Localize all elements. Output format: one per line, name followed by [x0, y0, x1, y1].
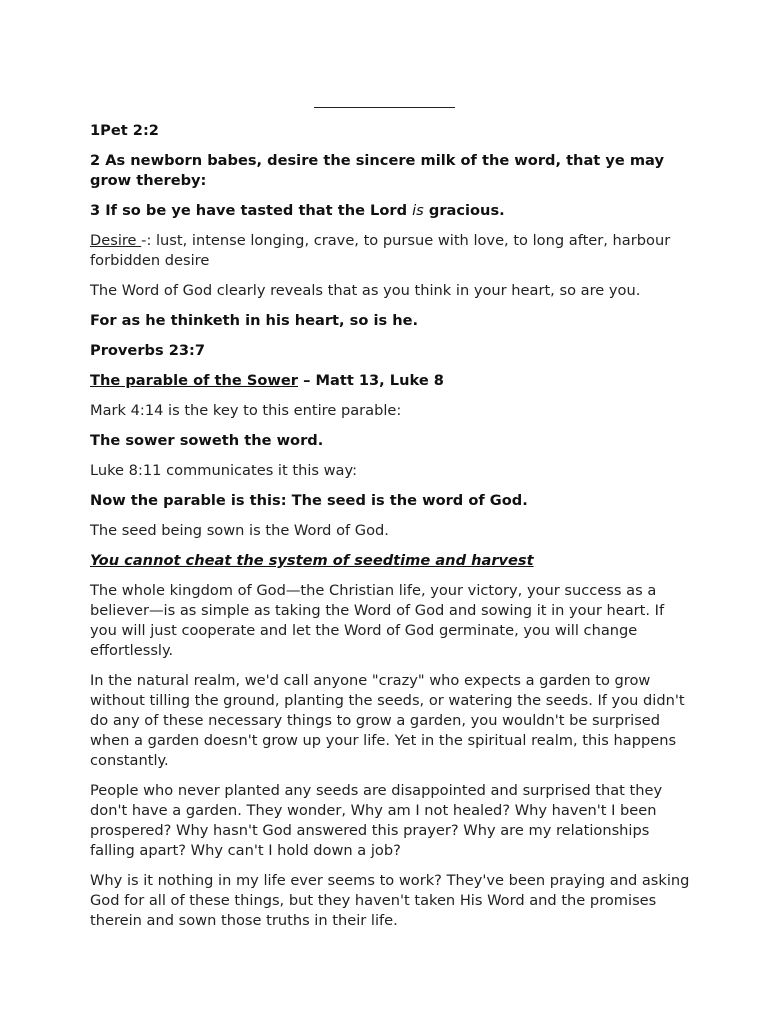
- word-reveals-paragraph: The Word of God clearly reveals that as you think in your heart, so are you.: [90, 282, 641, 299]
- why-paragraph: Why is it nothing in my life ever seems to work? They've been praying and asking God for all of these things, but they haven't taken His Word and the promises therein and sown those truths in their life.: [90, 872, 690, 929]
- desire-definition: [90, 231, 690, 271]
- desire-meaning: -: lust, intense longing, crave, to pursue with love, to long after, harbour forbidden desire: [90, 232, 671, 269]
- desire-term: Desire: [90, 232, 142, 249]
- people-paragraph: People who never planted any seeds are disappointed and surprised that they don't have a garden. They wonder, Why am I not healed? Why haven't I been prospered? Why hasn't God answered this prayer? Why are my relationships falling apart? Why can't I hold down a job?: [90, 782, 663, 859]
- verse-3-start: 3 If so be ye have tasted that the Lord: [90, 202, 413, 219]
- header-rule: [314, 107, 455, 108]
- seed-sown-paragraph: The seed being sown is the Word of God.: [90, 522, 389, 539]
- document-body: [90, 121, 690, 941]
- scripture-reference: 1Pet 2:2: [90, 122, 159, 139]
- verse-3-end: gracious.: [423, 202, 505, 219]
- sower-quote: The sower soweth the word.: [90, 432, 324, 449]
- parable-title: The parable of the Sower: [90, 372, 299, 389]
- luke-intro: Luke 8:11 communicates it this way:: [90, 462, 357, 479]
- seed-quote: Now the parable is this: The seed is the word of God.: [90, 492, 528, 509]
- kingdom-paragraph: The whole kingdom of God—the Christian life, your victory, your success as a believer—is as simple as taking the Word of God and sowing it in your heart. If you will just cooperate and let the Word of God germinate, you will change effortlessly.: [90, 582, 665, 659]
- verse-3-emphasis: is: [412, 202, 424, 219]
- proverbs-reference: Proverbs 23:7: [90, 342, 206, 359]
- parable-heading: [90, 371, 690, 391]
- thinketh-quote: For as he thinketh in his heart, so is he.: [90, 312, 419, 329]
- verse-2: 2 As newborn babes, desire the sincere milk of the word, that ye may grow thereby:: [90, 152, 664, 189]
- seedtime-heading: You cannot cheat the system of seedtime and harvest: [90, 552, 534, 569]
- natural-realm-paragraph: In the natural realm, we'd call anyone "crazy" who expects a garden to grow without tilling the ground, planting the seeds, or watering the seeds. If you didn't do any of these necessary things to grow a garden, you wouldn't be surprised when a garden doesn't grow up your life. Yet in the spiritual realm, this happens constantly.: [90, 672, 685, 769]
- parable-references: – Matt 13, Luke 8: [298, 372, 444, 389]
- mark-intro: Mark 4:14 is the key to this entire parable:: [90, 402, 402, 419]
- verse-3: [90, 201, 690, 221]
